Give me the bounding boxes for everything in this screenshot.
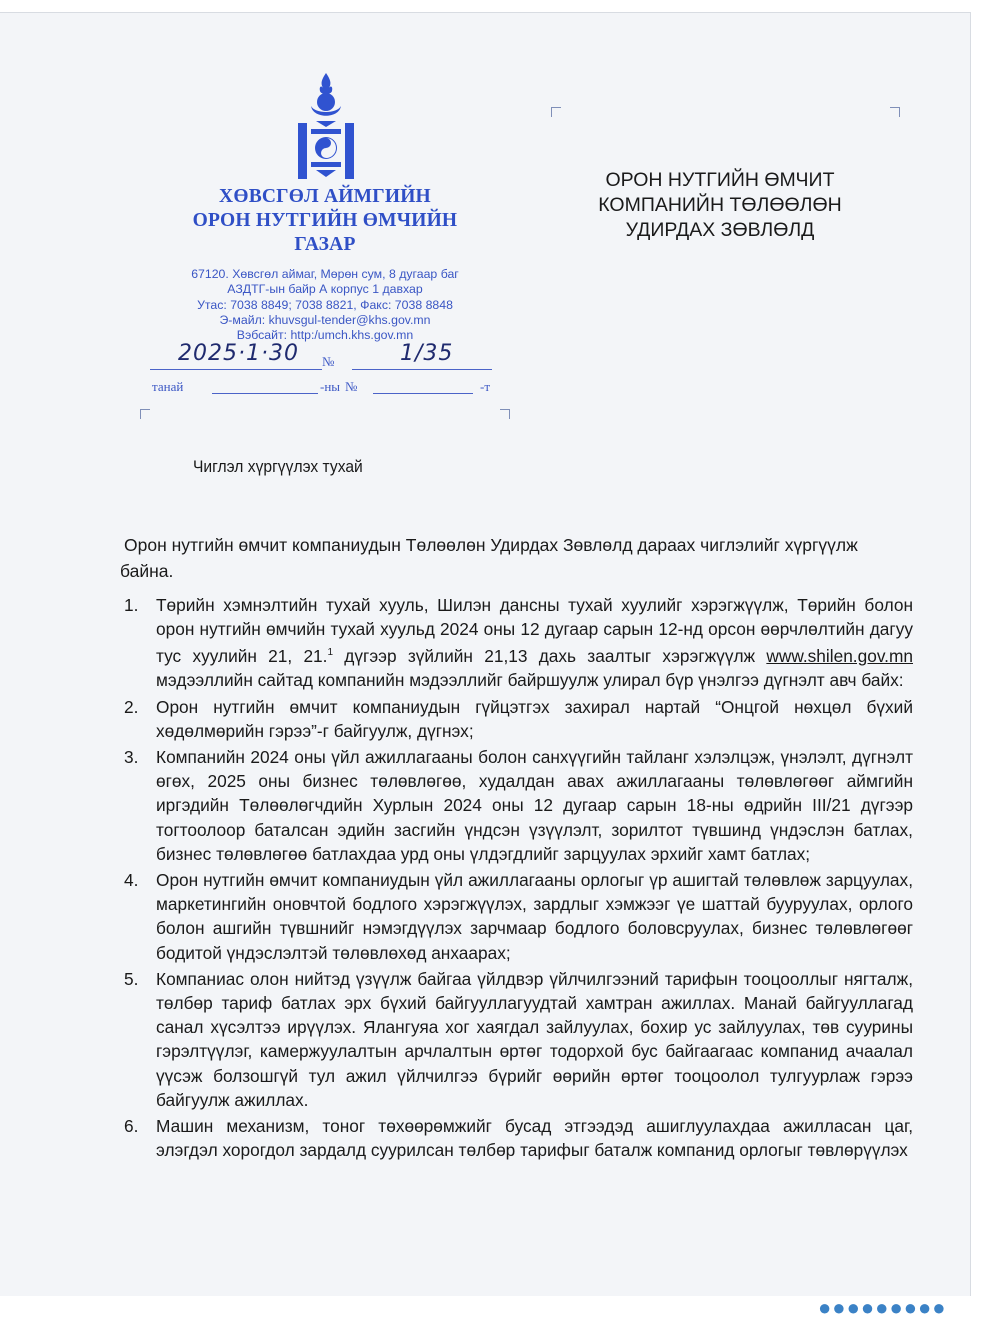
contact-block bbox=[150, 267, 500, 343]
list-item bbox=[118, 967, 913, 1112]
item-text: Компаниас олон нийтэд үзүүлж байгаа үйлдвэр үйлчилгээний тарифын тооцооллыг нягталж, төлбөр тариф батлах эрх бүхий байгууллагуудтай хамтран ажиллах. Манай байгууллагад санал хүсэлтээ ирүүлэх. Ялангуяа хог хаягдал зайлуулах, бохир ус зайлуулах, төв суурины гэрэлтүүлэг, камержуулалтын арчлалтын өртөг тодорхой бус байгаагаас компанид ачаалал үүсэж болзошгүй тул ажил үйлчилгээ бүрийг өөрийн өртөг тооцоолол тулгуурлаж гэрээ байгуулж ажиллах. bbox=[156, 968, 913, 1110]
your-number-suffix: -т bbox=[480, 379, 491, 394]
your-suffix: -ны bbox=[320, 379, 341, 394]
item-number: 2. bbox=[124, 696, 139, 717]
email-line: Э-майл: khuvsgul-tender@khs.gov.mn bbox=[219, 312, 431, 327]
item-text-part: мэдээллийн сайтад компанийн мэдээллийг байршуулж улирал бүр үнэлгээ дүгнэлт авч байх: bbox=[156, 670, 904, 691]
your-label: танай bbox=[152, 379, 184, 394]
website-line: Вэбсайт: http:/umch.khs.gov.mn bbox=[236, 328, 414, 343]
item-text: Орон нутгийн өмчит компаниудын үйл ажиллагааны орлогыг үр ашигтай төлөвлөж зарцуулах, маркетингийн оновчтой бодлого хэрэгжүүлэх, зардлыг хэмжээг үе шаттай бууруулах, орлого болон ашгийн түвшнийг нэмэгдүүлэх зарчмаар бодлого боловсруулах, бизнес төлөвлөгөөг бодитой үндэслэлтэй төлөвлөхөд анхаарах; bbox=[156, 870, 913, 963]
organization-name bbox=[150, 185, 500, 257]
building-line: АЗДТГ-ын байр А корпус 1 давхар bbox=[227, 282, 423, 297]
list-item bbox=[118, 593, 913, 693]
item-number: 3. bbox=[124, 746, 139, 767]
number-label: № bbox=[322, 354, 335, 369]
number-underline bbox=[352, 369, 492, 370]
item-number: 6. bbox=[124, 1116, 139, 1137]
item-number: 4. bbox=[124, 870, 139, 890]
addressee-line: УДИРДАХ ЗӨВЛӨЛД bbox=[625, 219, 815, 241]
your-reference-row bbox=[150, 373, 510, 403]
superscript: 1 bbox=[327, 647, 334, 659]
addressee-line: КОМПАНИЙН ТӨЛӨӨЛӨН bbox=[598, 194, 842, 216]
phone-line: Утас: 7038 8849; 7038 8821, Факс: 7038 8848 bbox=[197, 297, 453, 312]
org-name-line: ОРОН НУТГИЙН ӨМЧИЙН bbox=[192, 210, 458, 231]
stamped-serial-number-cropped: ●●●●●●●●● bbox=[818, 1295, 947, 1320]
item-text-part: дүгээр зүйлийн 21,13 дахь заалтыг хэрэгжүүлж bbox=[333, 646, 767, 667]
letter-page bbox=[0, 12, 971, 1320]
org-name-line: ГАЗАР bbox=[294, 234, 356, 255]
list-item bbox=[118, 868, 913, 965]
date-underline bbox=[150, 369, 322, 370]
soyombo-emblem-icon bbox=[294, 71, 358, 181]
item-text-part: Төрийн хэмнэлтийн тухай хууль, Шилэн дансны тухай хуулийг хэрэгжүүлж, Төрийн болон орон нутгийн өмчийн тухай хуульд 2024 оны 12 дугаар сарын 12-нд орсон өөрчлөлтийн дагуу тус хуулийн 21, 21. bbox=[156, 595, 913, 667]
shilen-link[interactable]: www.shilen.gov.mn bbox=[766, 646, 913, 667]
list-item bbox=[118, 1114, 913, 1162]
directive-list bbox=[118, 593, 913, 1164]
your-number-underline bbox=[373, 393, 473, 394]
item-text: Машин механизм, тоног төхөөрөмжийг бусад этгээдэд ашиглуулахдаа ажилласан цаг, элэгдэл хорогдол зардалд суурилсан төлбөр тарифыг баталж компанид орлогыг төвлөрүүлэх bbox=[156, 1116, 913, 1161]
addressee-line: ОРОН НУТГИЙН ӨМЧИТ bbox=[605, 169, 835, 191]
handwritten-date: 2025·1·30 bbox=[178, 341, 299, 366]
corner-mark bbox=[500, 409, 510, 419]
corner-mark bbox=[890, 107, 900, 117]
your-number-label: № bbox=[345, 379, 358, 394]
item-text: Компанийн 2024 оны үйл ажиллагааны болон санхүүгийн тайланг хэлэлцэж, үнэлэлт, дүгнэлт өгөх, 2025 оны бизнес төлөвлөгөө, худалдан авах ажиллагааны төлөвлөгөөг аймгийн иргэдийн Төлөөлөгчдийн Хурлын 2024 оны 12 дугаар сарын 18-ны өдрийн III/21 дүгээр тогтоолоор баталсан эдийн засгийн үндсэн үзүүлэлт, зорилтот түвшинд үндэслэн батлах, бизнес төлөвлөгөө батлахдаа урд оны үлдэгдлийг зарцуулах эрхийг хамт батлах; bbox=[156, 746, 913, 864]
item-text bbox=[156, 593, 913, 693]
item-number: 1. bbox=[124, 595, 139, 615]
subject-line: Чиглэл хүргүүлэх тухай bbox=[193, 457, 363, 476]
address-line: 67120. Хөвсгөл аймаг, Мөрөн сум, 8 дугаар баг bbox=[191, 267, 459, 281]
corner-mark bbox=[140, 409, 150, 419]
your-date-underline bbox=[212, 393, 318, 394]
list-item bbox=[118, 745, 913, 866]
intro-paragraph: Орон нутгийн өмчит компаниудын Төлөөлөн Удирдах Зөвлөлд дараах чиглэлийг хүргүүлж байна. bbox=[120, 535, 858, 581]
item-number: 5. bbox=[124, 968, 139, 989]
addressee bbox=[570, 168, 870, 243]
handwritten-number: 1/35 bbox=[400, 341, 454, 366]
corner-mark bbox=[551, 107, 561, 117]
list-item bbox=[118, 695, 913, 743]
org-name-line: ХӨВСГӨЛ АЙМГИЙН bbox=[219, 186, 431, 207]
item-text: Орон нутгийн өмчит компаниудын гүйцэтгэх захирал нартай “Онцгой нөхцөл бүхий хөдөлмөрийн гэрээ”-г байгуулж, дүгнэх; bbox=[156, 696, 913, 741]
